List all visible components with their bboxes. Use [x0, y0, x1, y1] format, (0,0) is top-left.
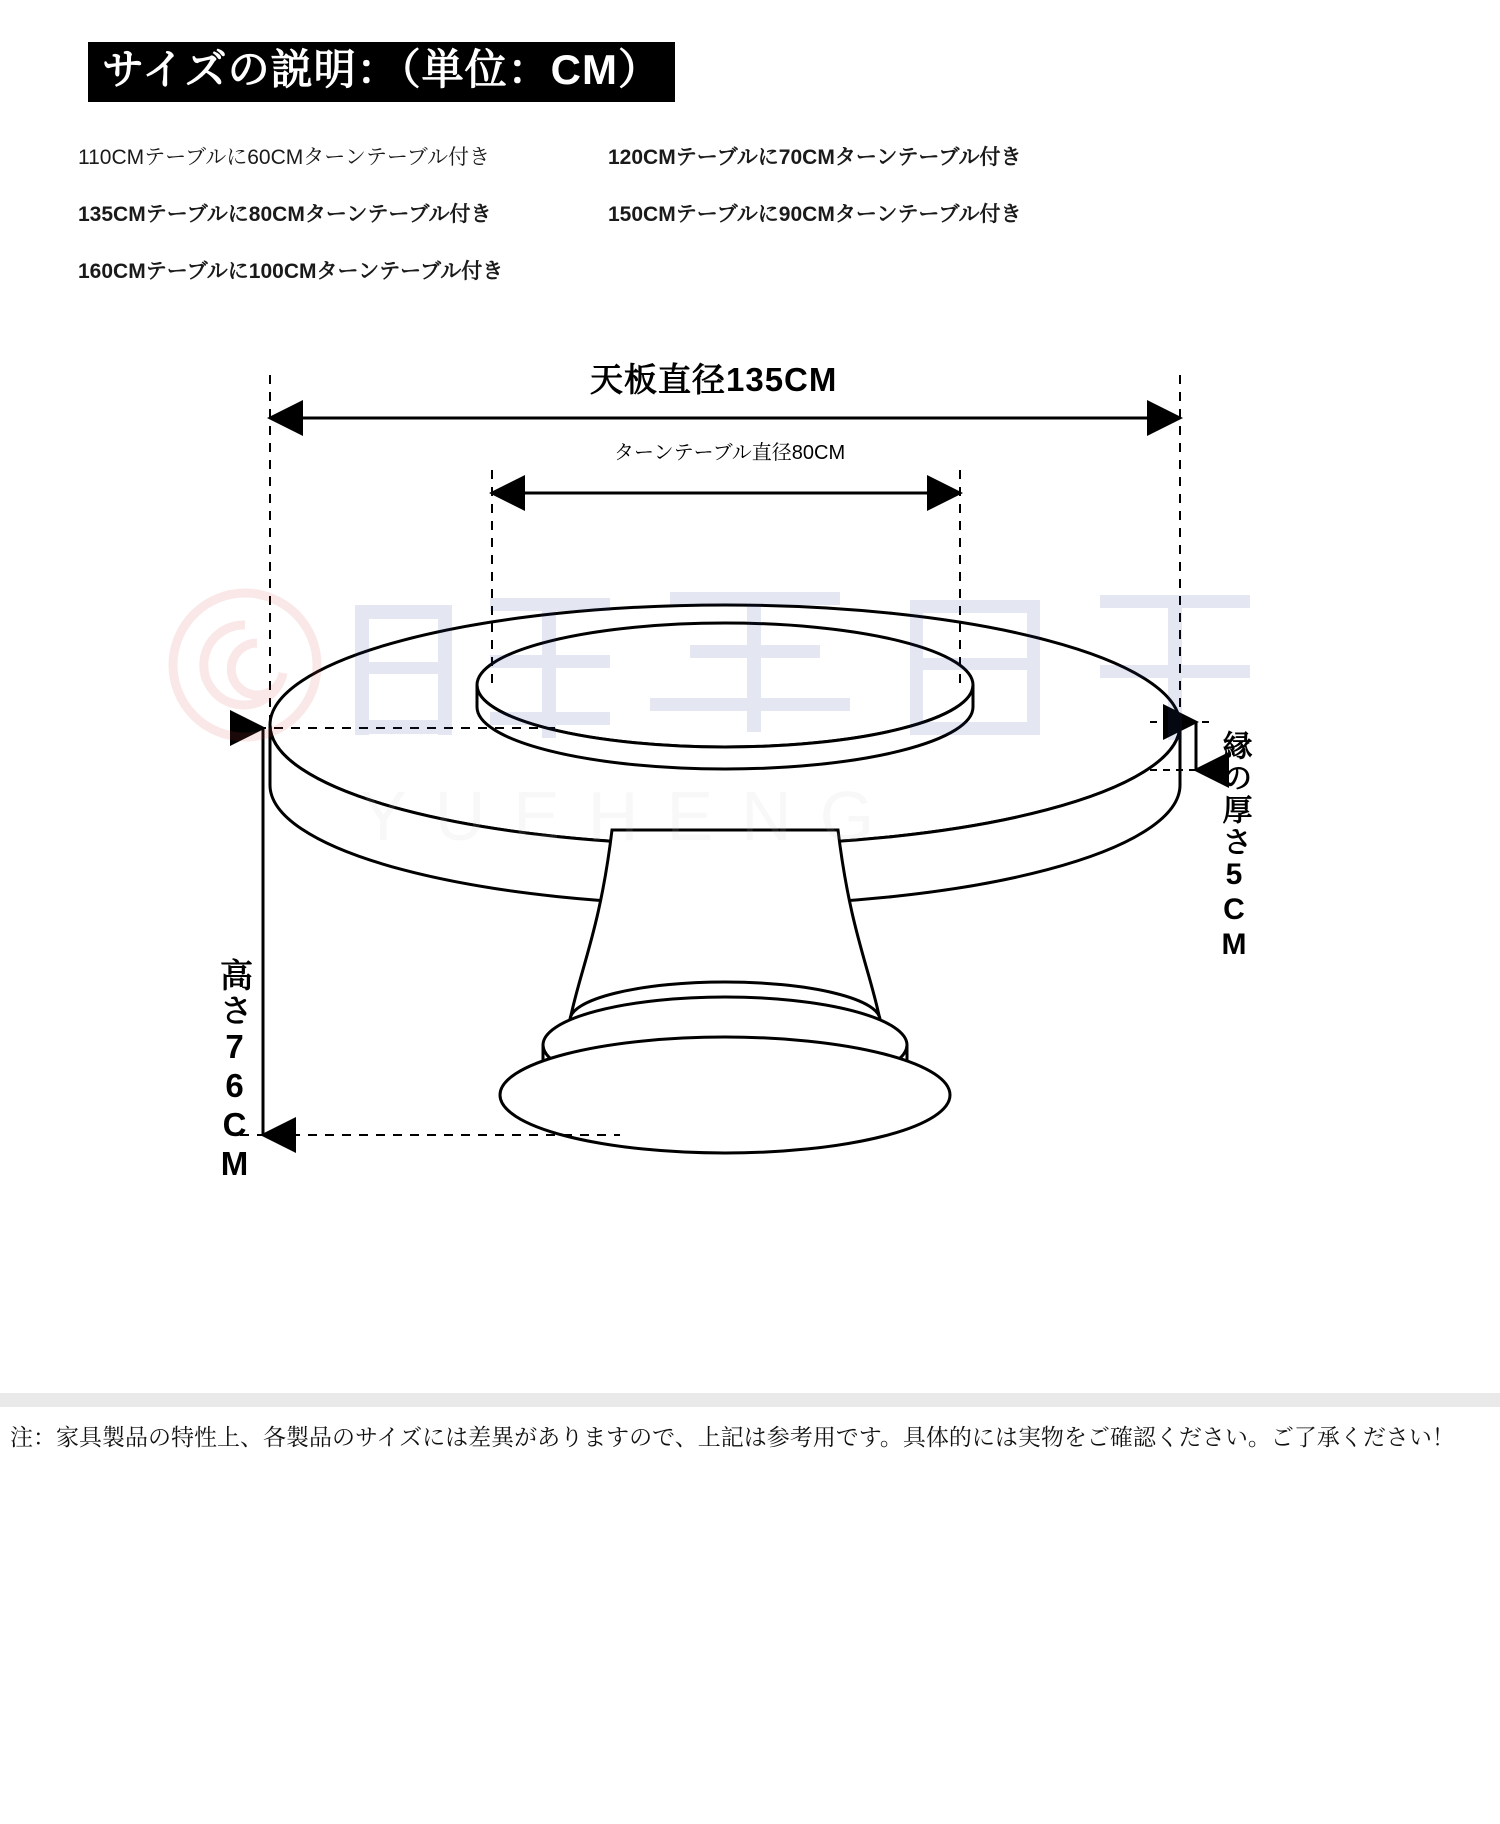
size-options-row [78, 145, 1108, 170]
size-options-row [78, 259, 1108, 284]
height-label: 高さ76CM [216, 958, 253, 1184]
size-option-item: 120CMテーブルに70CMターンテーブル付き [608, 146, 1022, 169]
size-option-item: 150CMテーブルに90CMターンテーブル付き [608, 203, 1022, 227]
top-diameter-label: 天板直径135CM [590, 361, 838, 398]
footer-divider [0, 1393, 1500, 1407]
edge-thickness-label: 縁の厚さ5CM [1217, 730, 1251, 963]
disclaimer-note: 注：家具製品の特性上、各製品のサイズには差異がありますので、上記は参考用です。具体的には実物をご確認ください。ご了承ください！ [10, 1424, 1455, 1450]
size-option-item: 135CMテーブルに80CMターンテーブル付き [78, 203, 492, 227]
diagram-drawing [0, 330, 1500, 1390]
size-options-row [78, 202, 1108, 227]
size-option-item: 160CMテーブルに100CMターンテーブル付き [78, 260, 504, 284]
table-dimension-diagram [0, 330, 1500, 1390]
turntable-diameter-label: ターンテーブル直径80CM [614, 442, 846, 464]
size-option-item: 110CMテーブルに60CMターンテーブル付き [78, 146, 490, 169]
size-options-list [78, 145, 1108, 317]
page-title: サイズの説明：（単位：CM） [88, 42, 675, 102]
